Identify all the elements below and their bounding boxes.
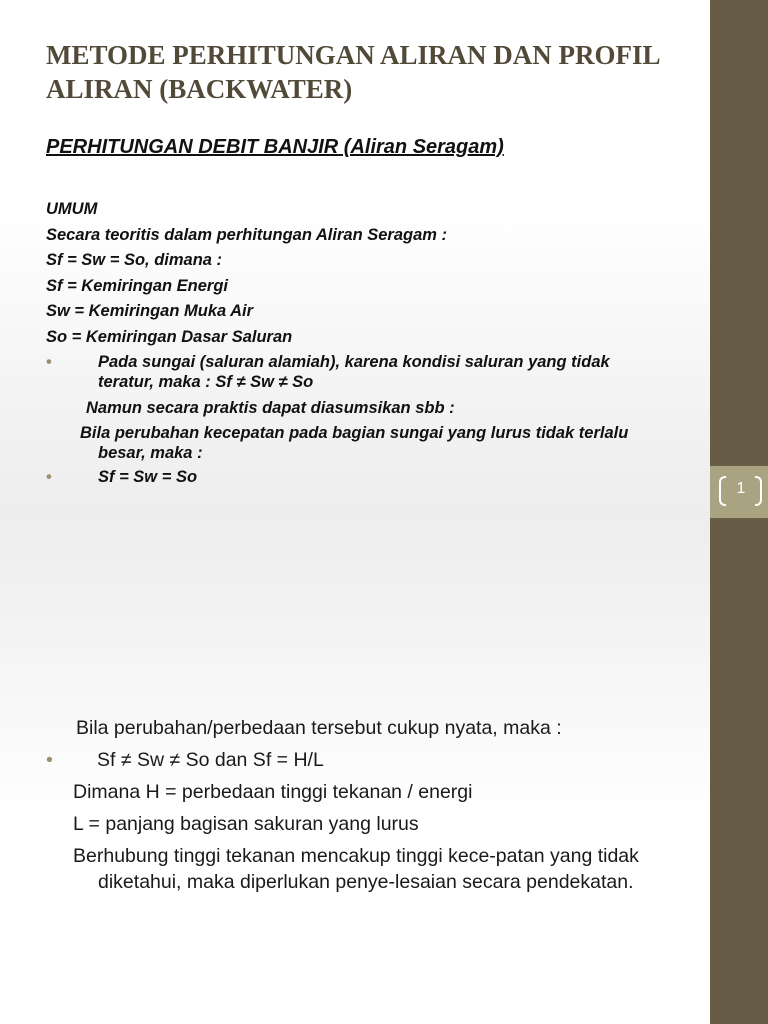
bullet-icon: • (46, 353, 52, 371)
bullet-text: Sf ≠ Sw ≠ So dan Sf = H/L (97, 749, 324, 771)
text-line: Secara teoritis dalam perhitungan Aliran Seragam : (46, 225, 448, 244)
page-number: 1 (736, 480, 746, 497)
slide-title: METODE PERHITUNGAN ALIRAN DAN PROFIL ALIRAN (BACKWATER) (46, 40, 660, 104)
upper-text-block (46, 197, 666, 491)
text-line: Bila perubahan/perbedaan tersebut cukup nyata, maka : (76, 717, 562, 739)
bullet-item (46, 744, 666, 776)
text-line: So = Kemiringan Dasar Saluran (46, 327, 293, 346)
left-brace-icon (719, 476, 726, 506)
text-line: Sw = Kemiringan Muka Air (46, 302, 254, 320)
text-line: Namun secara praktis dapat diasumsikan sbb : (86, 399, 455, 417)
bullet-item (46, 352, 666, 392)
right-brace-icon (755, 476, 762, 506)
bullet-text: Pada sungai (saluran alamiah), karena kondisi saluran yang tidak teratur, maka : Sf ≠ Sw ≠ So (98, 353, 610, 391)
bullet-icon: • (46, 749, 53, 771)
text-line: L = panjang bagisan sakuran yang lurus (73, 813, 419, 835)
bullet-icon: • (46, 468, 52, 486)
text-line: Berhubung tinggi tekanan mencakup tinggi kece-patan yang tidak diketahui, maka diperlukan penye-lesaian secara pendekatan. (73, 845, 639, 893)
section-heading: UMUM (46, 200, 98, 218)
lower-text-block (46, 712, 666, 895)
bullet-item (46, 467, 666, 487)
text-line: Sf = Sw = So, dimana : (46, 251, 223, 269)
text-line: Dimana H = perbedaan tinggi tekanan / energi (73, 781, 473, 803)
text-line: Sf = Kemiringan Energi (46, 276, 228, 295)
slide-subtitle: PERHITUNGAN DEBIT BANJIR (Aliran Seragam) (46, 136, 504, 158)
text-line: Bila perubahan kecepatan pada bagian sungai yang lurus tidak terlalu besar, maka : (80, 424, 629, 462)
bullet-text: Sf = Sw = So (98, 468, 198, 486)
